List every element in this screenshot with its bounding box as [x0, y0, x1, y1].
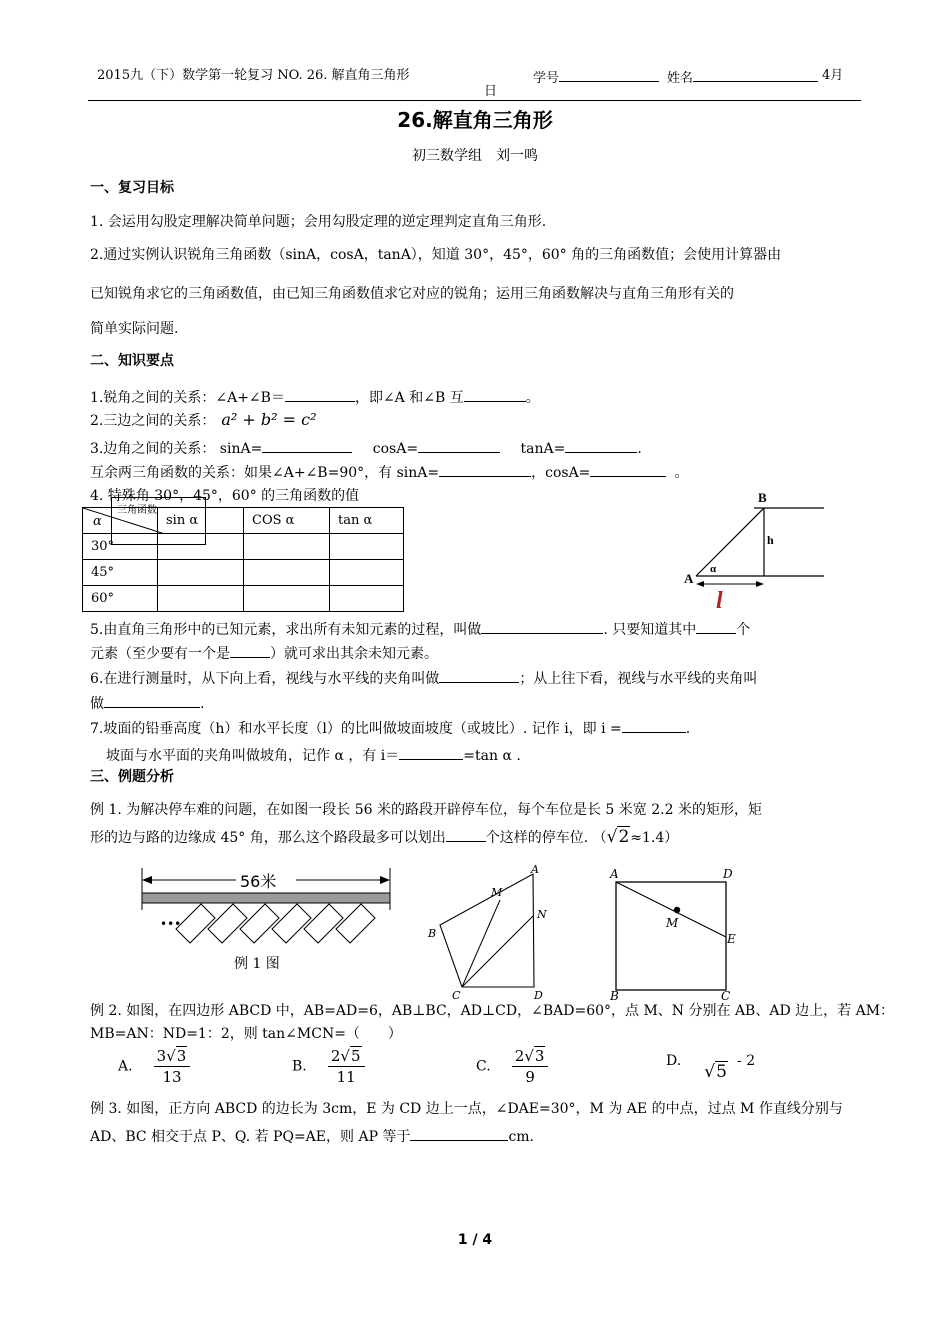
header-title: 2015九（下）数学第一轮复习 NO. 26. 解直角三角形	[97, 68, 410, 83]
header-student-no	[533, 67, 659, 88]
knowledge-5-text-5: ）就可求出其余未知元素。	[270, 646, 438, 662]
answer-blank[interactable]	[439, 668, 519, 683]
section-heading-goals: 一、复习目标	[90, 180, 174, 196]
knowledge-6-text-3: 做	[90, 696, 104, 712]
answer-blank[interactable]	[696, 619, 736, 634]
answer-blank[interactable]	[622, 718, 686, 733]
example-1-text-3: ≈1.4）	[630, 830, 679, 846]
quadrilateral-figure	[420, 860, 560, 1002]
knowledge-1-text-2: ，即∠A 和∠B 互	[354, 390, 464, 406]
header-name	[667, 67, 818, 88]
table-header-cos: COS α	[244, 508, 330, 534]
label-B: B	[428, 927, 437, 940]
knowledge-5-text-2: . 只要知道其中	[603, 622, 697, 638]
slope-figure	[676, 488, 834, 614]
ellipsis-dots: •••	[160, 917, 182, 931]
table-row	[83, 586, 404, 612]
knowledge-5-text-3: 个	[736, 622, 751, 638]
knowledge-7-line-2	[106, 745, 521, 765]
label-M: M	[491, 886, 503, 899]
option-c[interactable]	[476, 1046, 548, 1092]
tan-label: tanA=	[520, 441, 566, 457]
label-B: B	[610, 989, 619, 1002]
table-cell[interactable]	[330, 534, 404, 560]
option-d-radicand: 5	[716, 1062, 727, 1082]
table-cell[interactable]	[244, 560, 330, 586]
answer-blank[interactable]	[230, 643, 270, 658]
example-3-line-2	[90, 1126, 534, 1146]
table-cell[interactable]	[158, 560, 244, 586]
option-b-denominator: 11	[336, 1068, 356, 1086]
answer-blank[interactable]	[104, 693, 200, 708]
answer-blank[interactable]	[262, 438, 352, 453]
goal-2-line-2: 已知锐角求它的三角函数值，由已知三角函数值求它对应的锐角；运用三角函数解决与直角三角形有关的	[90, 286, 734, 302]
answer-blank[interactable]	[439, 462, 531, 477]
figure-1-caption: 例 1 图	[234, 956, 280, 972]
knowledge-7-end: .	[685, 721, 691, 737]
name-label: 姓名	[667, 71, 694, 86]
corner-label-angle: α	[93, 514, 102, 529]
option-c-fraction: $\frac{2√3}{9}$	[512, 1046, 549, 1087]
label-l: l	[716, 588, 723, 614]
table-cell[interactable]	[158, 586, 244, 612]
table-cell[interactable]	[330, 560, 404, 586]
option-a[interactable]	[118, 1046, 190, 1092]
knowledge-6-end: .	[200, 696, 205, 712]
angle-45: 45°	[83, 560, 158, 586]
option-d-sqrt: √5	[704, 1062, 727, 1082]
option-a-label: A.	[118, 1058, 133, 1075]
knowledge-4: 4. 特殊角 30°，45°，60° 的三角函数的值	[90, 488, 360, 504]
complementary-relation	[90, 462, 688, 482]
label-A: A	[684, 571, 694, 586]
answer-blank[interactable]	[464, 387, 526, 402]
table-cell[interactable]	[244, 534, 330, 560]
option-b-radicand: 5	[350, 1047, 361, 1065]
option-d[interactable]	[666, 1050, 755, 1086]
example-3-text: AD、BC 相交于点 P、Q. 若 PQ=AE，则 AP 等于	[90, 1129, 411, 1145]
option-a-denominator: 13	[162, 1068, 182, 1086]
option-d-label: D.	[666, 1053, 682, 1069]
goal-1: 1. 会运用勾股定理解决简单问题；会用勾股定理的逆定理判定直角三角形.	[90, 214, 547, 230]
label-D: D	[723, 867, 733, 881]
student-no-label: 学号	[533, 71, 560, 86]
knowledge-3	[90, 438, 642, 458]
option-c-denominator: 9	[525, 1068, 535, 1086]
knowledge-2	[90, 411, 317, 430]
knowledge-7-text-2: 坡面与水平面的夹角叫做坡角，记作 α ，有 i＝	[106, 748, 400, 764]
pythagorean-formula: a² + b² = c²	[221, 410, 317, 429]
table-row	[83, 560, 404, 586]
example-2-line-2: MB=AN：ND=1：2，则 tan∠MCN=（ ）	[90, 1026, 402, 1042]
answer-blank[interactable]	[446, 827, 486, 842]
label-h: h	[767, 533, 774, 547]
option-d-tail: - 2	[737, 1053, 756, 1069]
sqrt-sign: √	[606, 827, 618, 847]
label-B: B	[758, 490, 767, 505]
example-1-text-2: 个这样的停车位. （	[485, 830, 607, 846]
complementary-text-2: ，cosA=	[531, 465, 591, 481]
sqrt-radicand: 2	[618, 827, 630, 847]
corner-label-function: 三角函数	[117, 505, 157, 516]
angle-60: 60°	[83, 586, 158, 612]
option-b[interactable]	[292, 1046, 365, 1092]
road-length-label: 56米	[240, 872, 277, 891]
knowledge-7-line-1	[90, 718, 690, 738]
knowledge-1-end: 。	[525, 390, 540, 406]
angle-30: 30°	[83, 534, 158, 560]
knowledge-7-text-3: =tan α .	[463, 748, 521, 764]
example-1-line-2	[90, 827, 678, 847]
cos-label: cosA=	[372, 441, 419, 457]
square-figure	[600, 862, 750, 1002]
sin-label: 3.边角之间的关系： sinA=	[90, 441, 263, 457]
option-b-coef: 2	[330, 1047, 341, 1065]
knowledge-5-line-1	[90, 619, 750, 639]
label-C: C	[452, 989, 461, 1002]
option-c-radicand: 3	[534, 1047, 545, 1065]
table-header-sin: sin α	[158, 508, 244, 534]
complementary-end: 。	[674, 465, 689, 481]
example-1-text: 形的边与路的边缘成 45° 角，那么这个路段最多可以划出	[90, 830, 446, 846]
complementary-text: 互余两三角函数的关系：如果∠A+∠B=90°，有 sinA=	[90, 465, 440, 481]
label-N: N	[537, 908, 547, 921]
road-strip	[142, 893, 390, 903]
answer-blank[interactable]	[590, 462, 666, 477]
header-month: 4月	[822, 68, 844, 83]
answer-blank[interactable]	[481, 619, 603, 634]
document-title: 26.解直角三角形	[397, 108, 553, 132]
answer-blank[interactable]	[410, 1126, 508, 1141]
parking-figure	[138, 862, 396, 974]
label-alpha: α	[710, 563, 717, 575]
header-rule	[88, 100, 861, 101]
knowledge-6-line-1	[90, 668, 757, 688]
knowledge-6-text: 6.在进行测量时，从下向上看，视线与水平线的夹角叫做	[90, 671, 440, 687]
knowledge-5-line-2	[90, 643, 438, 663]
option-a-fraction: $\frac{3√3}{13}$	[154, 1046, 191, 1087]
knowledge-3-end: .	[637, 441, 642, 457]
goal-2-line-1: 2.通过实例认识锐角三角函数（sinA，cosA，tanA），知道 30°，45°，60° 角的三角函数值；会使用计算器由	[90, 247, 782, 263]
section-heading-knowledge: 二、知识要点	[90, 353, 174, 369]
table-header-tan: tan α	[330, 508, 404, 534]
header-day: 日	[484, 84, 498, 99]
label-D: D	[534, 989, 543, 1002]
option-a-radicand: 3	[176, 1047, 187, 1065]
option-c-label: C.	[476, 1058, 491, 1075]
knowledge-5-text: 5.由直角三角形中的已知元素，求出所有未知元素的过程，叫做	[90, 622, 482, 638]
knowledge-5-text-4: 元素（至少要有一个是	[90, 646, 230, 662]
example-3-end: cm.	[508, 1129, 535, 1145]
knowledge-2-text: 2.三边之间的关系：	[90, 413, 216, 429]
midpoint-M	[674, 907, 680, 913]
answer-blank[interactable]	[418, 438, 500, 453]
overlay-frame	[111, 497, 206, 545]
label-E: E	[727, 932, 736, 946]
example-2-line-1: 例 2. 如图，在四边形 ABCD 中，AB=AD=6，AB⊥BC，AD⊥CD，∠BAD=60°，点 M、N 分别在 AB、AD 边上，若 AM：	[90, 1003, 895, 1019]
option-a-coef: 3	[156, 1047, 167, 1065]
knowledge-1	[90, 387, 540, 407]
label-M: M	[666, 916, 679, 930]
page-number: 1 / 4	[457, 1232, 493, 1248]
example-1-line-1: 例 1. 为解决停车难的问题，在如图一段长 56 米的路段开辟停车位，每个车位是长 5 米宽 2.2 米的矩形，矩	[90, 802, 762, 818]
table-cell[interactable]	[244, 586, 330, 612]
answer-blank[interactable]	[399, 745, 463, 760]
label-C: C	[721, 989, 731, 1002]
goal-2-line-3: 简单实际问题.	[90, 321, 179, 337]
example-3-line-1: 例 3. 如图，正方向 ABCD 的边长为 3cm，E 为 CD 边上一点，∠DAE=30°，M 为 AE 的中点，过点 M 作直线分别与	[90, 1101, 843, 1117]
section-heading-examples: 三、例题分析	[90, 769, 174, 785]
table-cell[interactable]	[330, 586, 404, 612]
knowledge-6-text-2: ；从上往下看，视线与水平线的夹角叫	[519, 671, 758, 687]
option-b-fraction: $\frac{2√5}{11}$	[328, 1046, 365, 1087]
author-line: 初三数学组 刘一鸣	[412, 148, 538, 164]
option-b-label: B.	[292, 1058, 307, 1075]
answer-blank[interactable]	[565, 438, 637, 453]
knowledge-7-text: 7.坡面的铅垂高度（h）和水平长度（l）的比叫做坡面坡度（或坡比）. 记作 i，即 i =	[90, 721, 622, 737]
answer-blank[interactable]	[285, 387, 355, 402]
label-A: A	[531, 863, 539, 876]
label-A: A	[610, 867, 619, 881]
knowledge-1-text: 1.锐角之间的关系：∠A+∠B＝	[90, 390, 285, 406]
option-c-coef: 2	[514, 1047, 525, 1065]
knowledge-6-line-2	[90, 693, 204, 713]
